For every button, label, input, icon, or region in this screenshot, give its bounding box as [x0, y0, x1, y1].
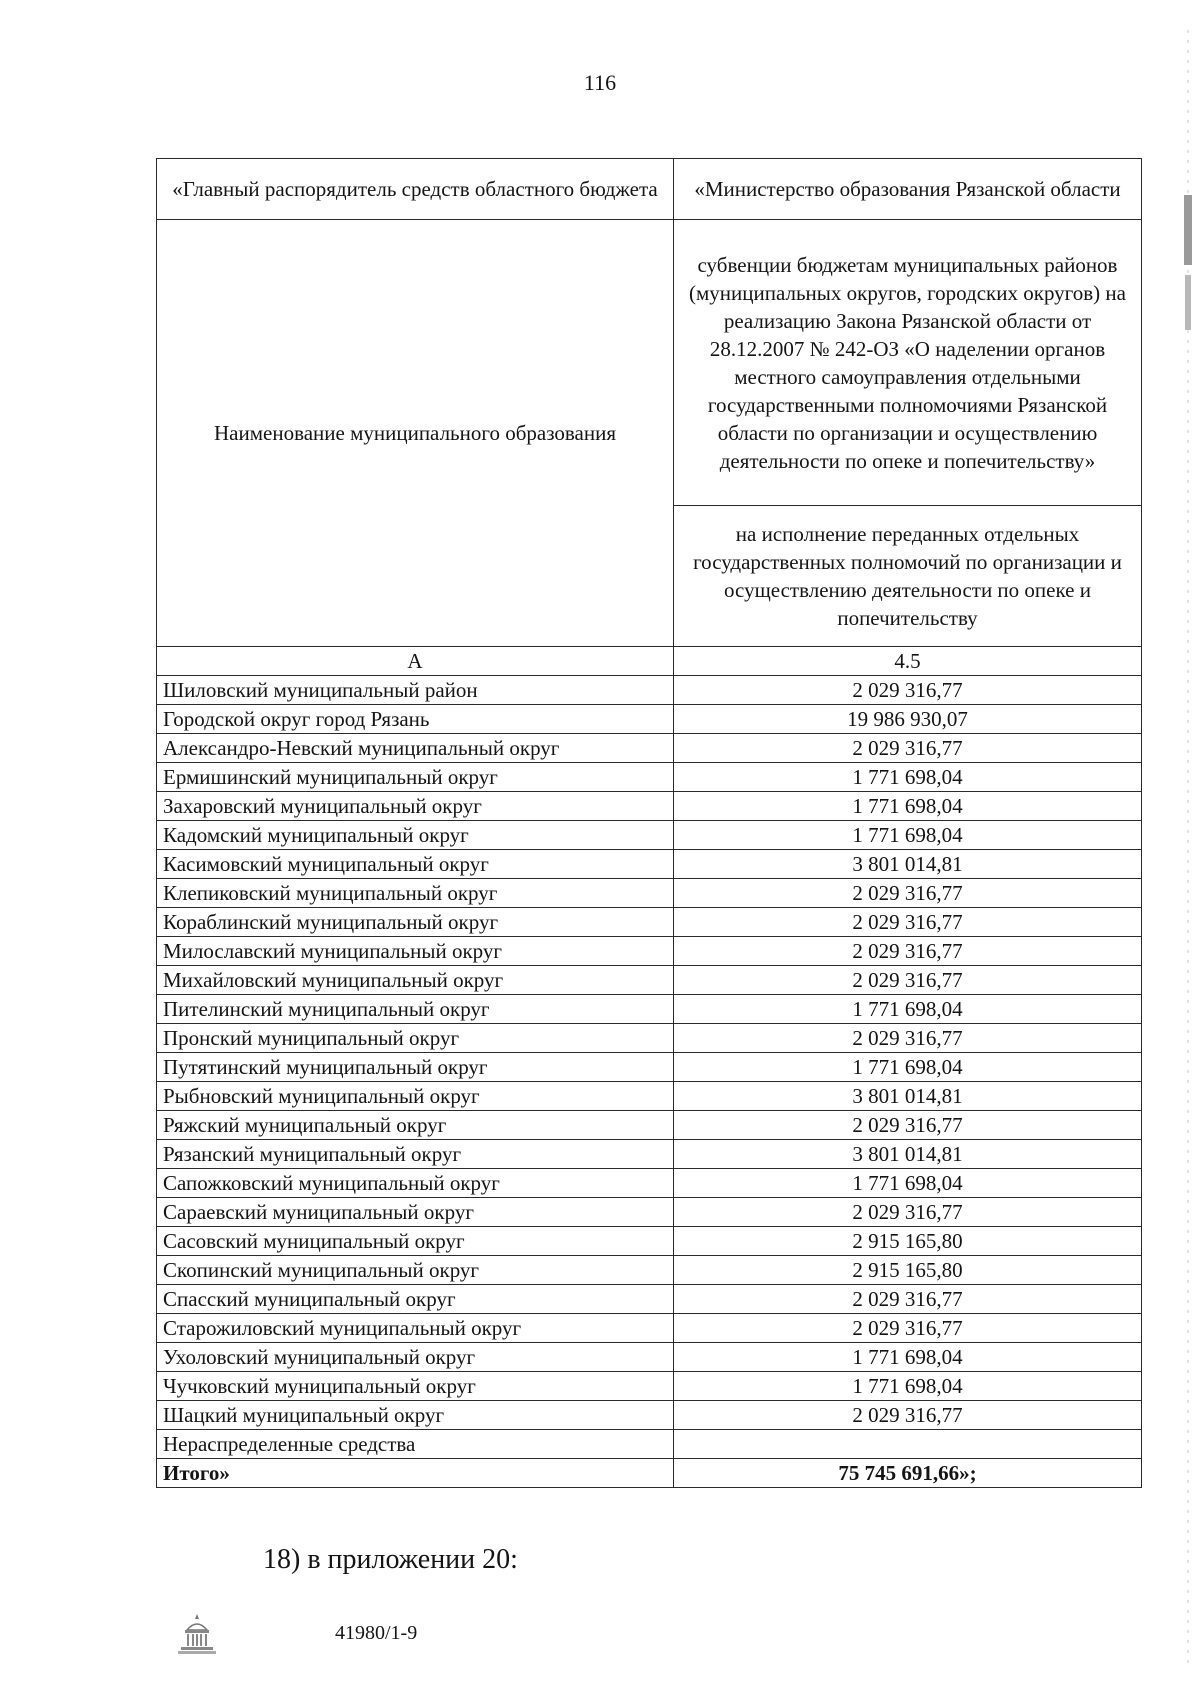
- municipality-name: Путятинский муниципальный округ: [157, 1053, 674, 1082]
- municipality-name: Сапожковский муниципальный округ: [157, 1169, 674, 1198]
- table-row: [157, 1024, 1142, 1053]
- subvention-amount: 1 771 698,04: [674, 1053, 1142, 1082]
- table-row: [157, 1053, 1142, 1082]
- subvention-amount: 3 801 014,81: [674, 1082, 1142, 1111]
- table-header-row: [157, 159, 1142, 220]
- page-number: 116: [583, 70, 617, 95]
- subvention-amount: 2 029 316,77: [674, 1285, 1142, 1314]
- table-row: [157, 1227, 1142, 1256]
- subvention-amount: 1 771 698,04: [674, 821, 1142, 850]
- subvention-amount: 2 029 316,77: [674, 676, 1142, 705]
- header-left-cell: «Главный распорядитель средств областного бюджета: [157, 159, 674, 220]
- subvention-amount: 2 029 316,77: [674, 1198, 1142, 1227]
- table-row: [157, 1198, 1142, 1227]
- subvention-amount: 2 029 316,77: [674, 1024, 1142, 1053]
- subvention-amount: 2 029 316,77: [674, 1111, 1142, 1140]
- municipality-name: Чучковский муниципальный округ: [157, 1372, 674, 1401]
- municipality-name: Рыбновский муниципальный округ: [157, 1082, 674, 1111]
- municipality-name: Пителинский муниципальный округ: [157, 995, 674, 1024]
- municipality-name: Сараевский муниципальный округ: [157, 1198, 674, 1227]
- municipality-name: Захаровский муниципальный округ: [157, 792, 674, 821]
- table-row: [157, 676, 1142, 705]
- municipality-name: Клепиковский муниципальный округ: [157, 879, 674, 908]
- total-row: [157, 1459, 1142, 1488]
- subvention-amount: 2 029 316,77: [674, 908, 1142, 937]
- municipality-name: Спасский муниципальный округ: [157, 1285, 674, 1314]
- municipality-name: Кораблинский муниципальный округ: [157, 908, 674, 937]
- table-row: [157, 908, 1142, 937]
- subvention-amount: 1 771 698,04: [674, 995, 1142, 1024]
- municipality-name: Шиловский муниципальный район: [157, 676, 674, 705]
- municipality-name: Пронский муниципальный округ: [157, 1024, 674, 1053]
- subvention-table: [156, 158, 1142, 1488]
- municipality-name: Скопинский муниципальный округ: [157, 1256, 674, 1285]
- table-row: [157, 937, 1142, 966]
- table-row: [157, 1111, 1142, 1140]
- column-code-row: [157, 647, 1142, 676]
- municipality-name: Шацкий муниципальный округ: [157, 1401, 674, 1430]
- subvention-amount: 3 801 014,81: [674, 1140, 1142, 1169]
- table-row: [157, 1430, 1142, 1459]
- subvention-amount: 19 986 930,07: [674, 705, 1142, 734]
- municipality-name: Старожиловский муниципальный округ: [157, 1314, 674, 1343]
- subvention-amount: 2 915 165,80: [674, 1227, 1142, 1256]
- total-value: 75 745 691,66»;: [674, 1459, 1142, 1488]
- table-row: [157, 1372, 1142, 1401]
- subvention-amount: 2 029 316,77: [674, 734, 1142, 763]
- table-row: [157, 879, 1142, 908]
- subvention-amount: 2 915 165,80: [674, 1256, 1142, 1285]
- document-code: 41980/1-9: [335, 1622, 418, 1644]
- table-row: [157, 792, 1142, 821]
- municipality-name: Александро-Невский муниципальный округ: [157, 734, 674, 763]
- table-row: [157, 763, 1142, 792]
- subvention-amount: 2 029 316,77: [674, 1401, 1142, 1430]
- table-row: [157, 995, 1142, 1024]
- building-seal-icon: [173, 1610, 221, 1658]
- municipality-name: Сасовский муниципальный округ: [157, 1227, 674, 1256]
- table-row: [157, 1314, 1142, 1343]
- purpose-description: на исполнение переданных отдельных государственных полномочий по организации и осуществлению деятельности по опеке и попечительству: [674, 506, 1142, 647]
- table-row: [157, 734, 1142, 763]
- scan-edge-marks: [1183, 30, 1193, 1670]
- subvention-amount: 1 771 698,04: [674, 792, 1142, 821]
- description-row: [157, 220, 1142, 506]
- municipality-name: Кадомский муниципальный округ: [157, 821, 674, 850]
- table-row: [157, 1285, 1142, 1314]
- table-row: [157, 1169, 1142, 1198]
- table-row: [157, 705, 1142, 734]
- municipality-name: Рязанский муниципальный округ: [157, 1140, 674, 1169]
- total-label: Итого»: [157, 1459, 674, 1488]
- subvention-description: субвенции бюджетам муниципальных районов (муниципальных округов, городских округов) на реализацию Закона Рязанской области от 28.12.2007 № 242-ОЗ «О наделении органов местного самоуправления отдельными государственными полномочиями Рязанской области по организации и осуществлению деятельности по опеке и попечительству»: [674, 220, 1142, 506]
- municipality-name: Ермишинский муниципальный округ: [157, 763, 674, 792]
- table-row: [157, 966, 1142, 995]
- column-code-value: 4.5: [674, 647, 1142, 676]
- table-row: [157, 1343, 1142, 1372]
- subvention-amount: 1 771 698,04: [674, 763, 1142, 792]
- municipality-name: Касимовский муниципальный округ: [157, 850, 674, 879]
- name-column-header: Наименование муниципального образования: [157, 220, 674, 647]
- subvention-amount: 2 029 316,77: [674, 937, 1142, 966]
- table-row: [157, 1140, 1142, 1169]
- table-row: [157, 1401, 1142, 1430]
- subvention-amount: 1 771 698,04: [674, 1343, 1142, 1372]
- municipality-name: Городской округ город Рязань: [157, 705, 674, 734]
- subvention-amount: 1 771 698,04: [674, 1169, 1142, 1198]
- header-right-cell: «Министерство образования Рязанской области: [674, 159, 1142, 220]
- subvention-amount: [674, 1430, 1142, 1459]
- municipality-name: Милославский муниципальный округ: [157, 937, 674, 966]
- table-row: [157, 821, 1142, 850]
- table-row: [157, 1082, 1142, 1111]
- table-row: [157, 1256, 1142, 1285]
- municipality-name: Нераспределенные средства: [157, 1430, 674, 1459]
- table-row: [157, 850, 1142, 879]
- subvention-amount: 2 029 316,77: [674, 879, 1142, 908]
- column-code-a: А: [157, 647, 674, 676]
- subvention-amount: 2 029 316,77: [674, 966, 1142, 995]
- municipality-name: Ухоловский муниципальный округ: [157, 1343, 674, 1372]
- subvention-amount: 3 801 014,81: [674, 850, 1142, 879]
- municipality-name: Михайловский муниципальный округ: [157, 966, 674, 995]
- after-table-text: 18) в приложении 20:: [263, 1544, 518, 1575]
- subvention-amount: 2 029 316,77: [674, 1314, 1142, 1343]
- subvention-amount: 1 771 698,04: [674, 1372, 1142, 1401]
- municipality-name: Ряжский муниципальный округ: [157, 1111, 674, 1140]
